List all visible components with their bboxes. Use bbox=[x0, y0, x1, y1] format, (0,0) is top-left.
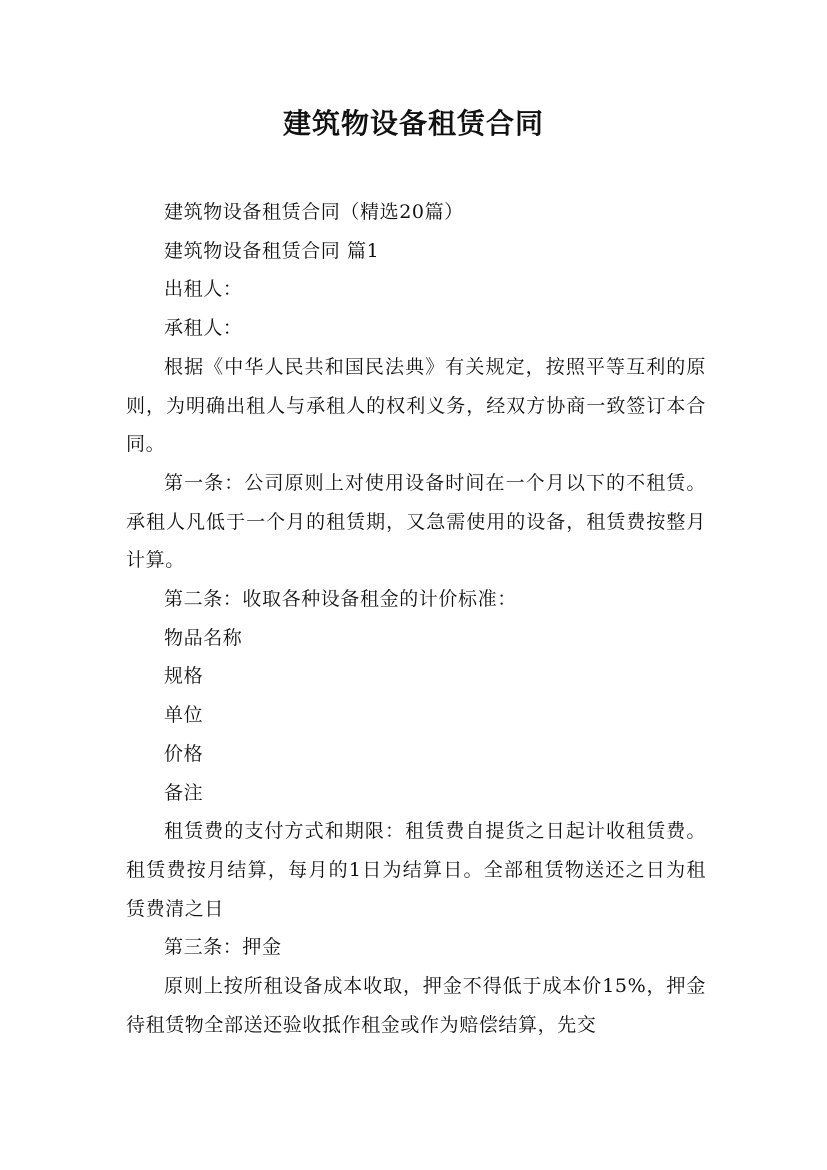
paragraph-remarks: 备注 bbox=[164, 781, 204, 804]
paragraph-section-heading: 建筑物设备租赁合同 篇1 bbox=[164, 239, 380, 262]
paragraph-lessee: 承租人： bbox=[164, 317, 243, 340]
paragraph-preamble: 根据《中华人民共和国民法典》有关规定，按照平等互利的原则，为明确出租人与承租人的权利义务，经双方协商一致签订本合同。 bbox=[126, 355, 706, 456]
paragraph-price: 价格 bbox=[164, 742, 204, 765]
paragraph-lessor: 出租人： bbox=[164, 278, 243, 301]
paragraph-deposit: 原则上按所租设备成本收取，押金不得低于成本价15%，押金待租赁物全部送还验收抵作租金或作为赔偿结算，先交 bbox=[126, 975, 706, 1036]
paragraph-article-3: 第三条：押金 bbox=[164, 936, 282, 959]
paragraph-subtitle: 建筑物设备租赁合同（精选20篇） bbox=[164, 201, 464, 223]
paragraph-article-1: 第一条：公司原则上对使用设备时间在一个月以下的不租赁。承租人凡低于一个月的租赁期，又急需使用的设备，租赁费按整月计算。 bbox=[126, 471, 706, 572]
paragraph-unit: 单位 bbox=[164, 704, 204, 727]
document-body bbox=[126, 193, 706, 1044]
paragraph-article-2: 第二条：收取各种设备租金的计价标准： bbox=[164, 588, 517, 611]
paragraph-payment-terms: 租赁费的支付方式和期限：租赁费自提货之日起计收租赁费。租赁费按月结算，每月的1日为结算日。全部租赁物送还之日为租赁费清之日 bbox=[126, 820, 706, 920]
paragraph-specification: 规格 bbox=[164, 665, 204, 688]
paragraph-item-name: 物品名称 bbox=[164, 626, 243, 649]
document-title: 建筑物设备租赁合同 bbox=[282, 107, 544, 140]
